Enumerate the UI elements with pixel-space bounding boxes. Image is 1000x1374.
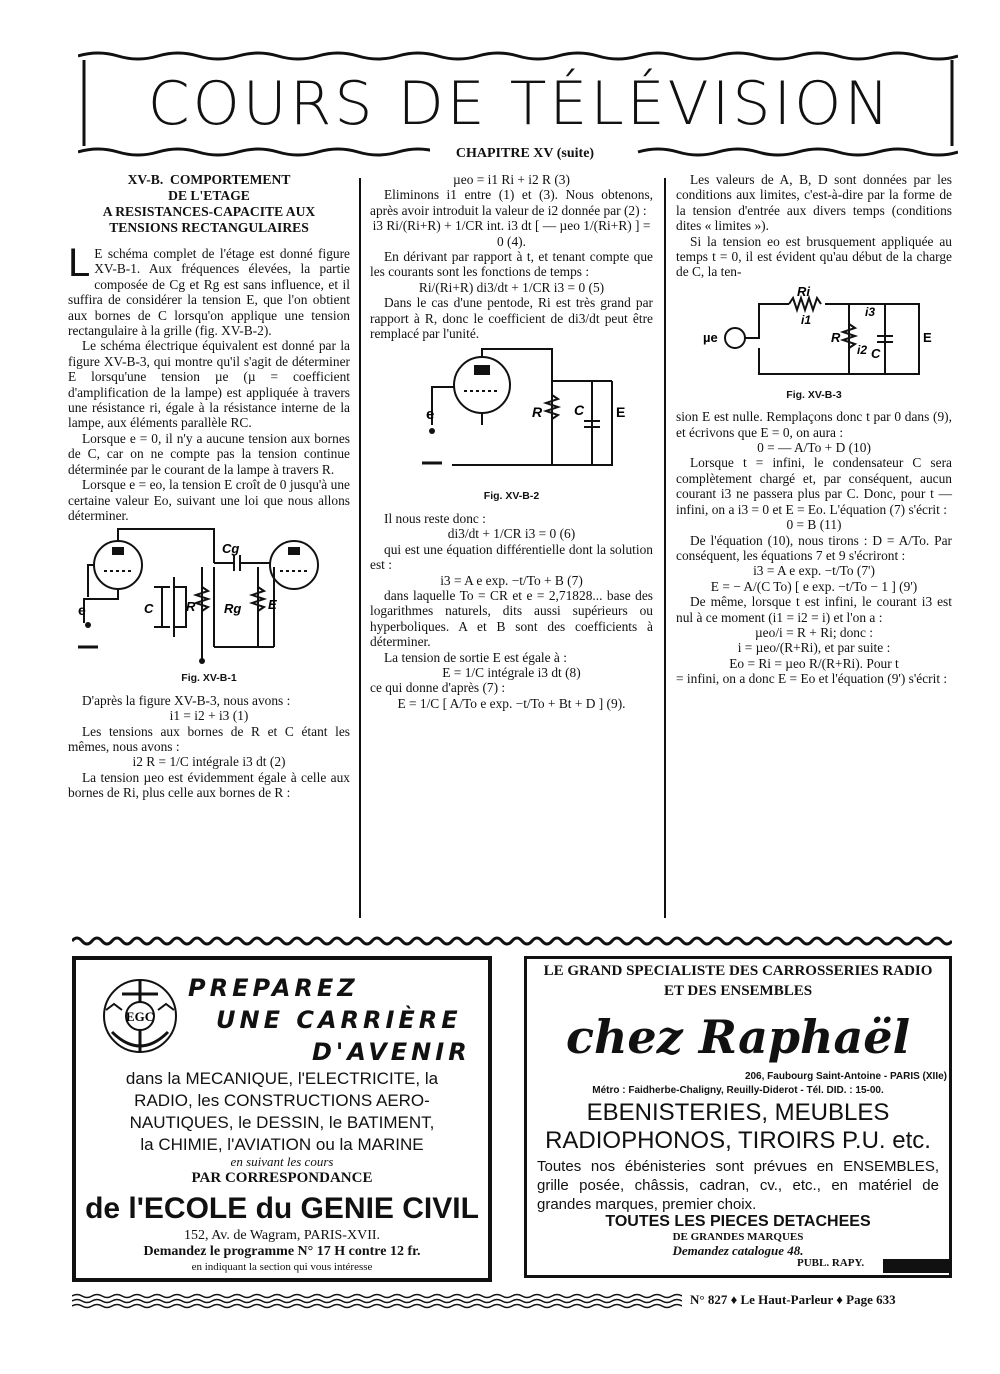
equation: i2 R = 1/C intégrale i3 dt (2) [132, 754, 286, 770]
ad-text: la CHIMIE, l'AVIATION ou la MARINE [140, 1135, 424, 1154]
paragraph: Les tensions aux bornes de R et C étant les mêmes, nous avons : [68, 723, 350, 754]
fig-label: E [268, 597, 277, 613]
ad-text: RADIOPHONOS, TIROIRS P.U. etc. [545, 1127, 931, 1154]
paragraph: La tension de sortie E est égale à : [384, 649, 567, 665]
paragraph: De l'équation (10), nous tirons : D = A/To. Par conséquent, les équations 7 et 9 s'écriront : [676, 532, 952, 563]
equation: i3 Ri/(Ri+R) + 1/CR int. i3 dt [ — µeo 1/(Ri+R) ] = 0 (4). [372, 218, 651, 249]
ad-headline: PREPAREZ [188, 974, 359, 1002]
fig-label: Cg [222, 541, 240, 557]
paragraph: = infini, on a donc E = Eo et l'équation (9') s'écrit : [676, 671, 948, 687]
equation: E = 1/C intégrale i3 dt (8) [442, 664, 581, 680]
paragraph: De même, lorsque t est infini, le courant i3 est nul à ce moment (i1 = i2 = i) et l'on a : [676, 594, 952, 625]
equation: 0 = B (11) [786, 517, 842, 533]
paragraph: Lorsque e = eo, la tension E croît de 0 jusqu'à une certaine valeur Eo, suivant une loi que nous allons déterminer. [68, 477, 350, 523]
drop-cap: L [68, 241, 91, 285]
figure-caption: Fig. XV-B-2 [483, 490, 540, 503]
ad-address: 206, Faubourg Saint-Antoine - PARIS (XIIe) [744, 1071, 947, 1082]
fig-label: R [831, 329, 841, 345]
paragraph: dans laquelle To = CR et e = 2,71828... base des logarithmes naturels, dits aussi supérieurs ou hyperboliques. A et B sont des coefficients à déterminer. [370, 587, 653, 650]
column-separator [664, 178, 666, 918]
fig-label: R [531, 404, 542, 421]
ad-headline: ET DES ENSEMBLES [663, 983, 813, 999]
paragraph: En dérivant par rapport à t, et tenant compte que les courants sont les fonctions de temps : [370, 249, 653, 280]
ad-text: PAR CORRESPONDANCE [191, 1170, 373, 1186]
equation: Ri/(Ri+R) di3/dt + 1/CR i3 = 0 (5) [418, 279, 605, 295]
equation: 0 = — A/To + D (10) [757, 440, 871, 456]
fig-label: i3 [865, 304, 876, 319]
ad-text: DE GRANDES MARQUES [672, 1231, 804, 1243]
paragraph: Eliminons i1 entre (1) et (3). Nous obtenons, après avoir introduit la valeur de i2 donnée par (2) : [370, 187, 653, 218]
fig-label: i2 [857, 342, 868, 357]
circuit-figure-xv-b-1 [74, 527, 344, 667]
fig-label: E [923, 329, 932, 345]
svg-text:EGC: EGC [125, 1009, 155, 1024]
figure-caption: Fig. XV-B-1 [181, 672, 237, 685]
fig-label: Rg [224, 601, 242, 617]
decorative-bar [883, 1259, 949, 1273]
text-column-3 [676, 172, 952, 687]
equation: µeo/i = R + Ri; donc : [754, 624, 874, 640]
section-heading: XV-B. COMPORTEMENT DE L'ETAGE A RESISTANCES-CAPACITE AUX TENSIONS RECTANGULAIRES [102, 172, 316, 235]
equation: E = 1/C [ A/To e exp. −t/To + Bt + D ] (9). [397, 695, 626, 711]
column-separator [359, 178, 361, 918]
text-column-1 [68, 172, 350, 801]
ad-text: TOUTES LES PIECES DETACHEES [605, 1213, 871, 1230]
fig-label: C [871, 345, 881, 361]
figure-caption: Fig. XV-B-3 [786, 388, 842, 401]
fig-label: C [144, 601, 154, 617]
paragraph: Il nous reste donc : [384, 510, 486, 526]
ad-text: EBENISTERIES, MEUBLES [586, 1099, 890, 1126]
circuit-figure-xv-b-2 [392, 345, 632, 485]
page-footer: N° 827 ♦ Le Haut-Parleur ♦ Page 633 [690, 1292, 896, 1307]
equation: di3/dt + 1/CR i3 = 0 (6) [447, 526, 576, 542]
paragraph: sion E est nulle. Remplaçons donc t par 0 dans (9), et écrivons que E = 0, on aura : [676, 409, 952, 440]
fig-label: R [186, 599, 196, 615]
advertisement-ecole-genie-civil [72, 956, 492, 1282]
advertisement-chez-raphael [524, 956, 952, 1278]
paragraph: Lorsque e = 0, il n'y a aucune tension aux bornes de C, car on ne compte pas la tension continue déterminée par le courant de la lampe à travers R. [68, 430, 350, 477]
page-title: COURS DE TÉLÉVISION [147, 69, 893, 139]
fig-label: µe [703, 329, 718, 345]
fig-label: E [615, 404, 625, 421]
paragraph: ce qui donne d'après (7) : [370, 680, 506, 696]
equation: i = µeo/(R+Ri), et par suite : [737, 640, 891, 656]
paragraph: Lorsque t = infini, le condensateur C sera complètement chargé et, par conséquent, aucun courant i3 ne passera plus par C. Donc, pour t — infini, on a i3 = 0 et E = Eo. L'équation (7) s'écrit : [676, 455, 952, 517]
ad-text: dans la MECANIQUE, l'ELECTRICITE, la [125, 1069, 439, 1088]
paragraph: Dans le cas d'une pentode, Ri est très grand par rapport à R, donc le coefficient de di3/dt peut être remplacé par l'unité. [370, 295, 653, 342]
footer-rule [72, 1292, 682, 1310]
ad-metro: Métro : Faidherbe-Chaligny, Reuilly-Diderot - Tél. DID. : 15-00. [592, 1085, 884, 1096]
ad-text: Toutes nos ébénisteries sont prévues en ENSEMBLES, grille posée, châssis, cadran, cv., etc., en matériel de grandes marques, premier choix. [537, 1158, 939, 1213]
paragraph: L E schéma complet de l'étage est donné figure XV-B-1. Aux fréquences élevées, la partie composée de Cg et Rg est sans influence, et il suffira de considérer la tension E, que l'on obtient aux bornes de C lorsqu'on applique une tension rectangulaire à la grille (fig. XV-B-2). [68, 241, 350, 339]
paragraph: Si la tension eo est brusquement appliquée au temps t = 0, il est évident qu'au début de la charge de C, la ten- [676, 233, 952, 280]
fig-label: C [573, 402, 584, 419]
publisher-credit: PUBL. RAPY. [797, 1257, 865, 1269]
fig-label: Ri [797, 283, 810, 299]
fig-label: e [78, 602, 86, 619]
ad-address: 152, Av. de Wagram, PARIS-XVII. [183, 1228, 381, 1243]
equation: i3 = A e exp. −t/To + B (7) [440, 572, 583, 588]
paragraph: Le schéma électrique équivalent est donné par la figure XV-B-3, qui montre qu'il s'agit de déterminer E lorsqu'une tension µe (µ = coefficient d'amplification de la lampe) est appliquée à travers une résistance ri, égale à la résistance interne de la lampe, aux éléments parallèle RC. [68, 338, 350, 431]
fig-label: e [425, 406, 434, 424]
anchor-logo-icon [98, 974, 182, 1058]
circuit-figure-xv-b-3 [689, 284, 939, 384]
chapter-heading: CHAPITRE XV (suite) [430, 146, 620, 162]
equation: i1 = i2 + i3 (1) [169, 708, 249, 724]
equation: E = − A/(C To) [ e exp. −t/To − 1 ] (9') [710, 578, 918, 594]
ad-headline: D'AVENIR [312, 1038, 471, 1066]
ad-text: en suivant les cours [230, 1154, 334, 1169]
ad-text: Demandez le programme N° 17 H contre 12 fr. [143, 1244, 421, 1259]
section-divider [72, 934, 952, 948]
ad-headline: LE GRAND SPECIALISTE DES CARROSSERIES RADIO [543, 963, 933, 979]
brand-name: chez Raphaël [565, 1010, 911, 1064]
paragraph: La tension µeo est évidemment égale à celle aux bornes de Ri, plus celle aux bornes de R : [68, 769, 350, 801]
ad-text: en indiquant la section qui vous intéresse [191, 1261, 373, 1273]
paragraph: Les valeurs de A, B, D sont données par les conditions aux limites, c'est-à-dire par la forme de la tension d'entrée aux divers temps (conditions dites « limites »). [676, 172, 952, 234]
equation: i3 = A e exp. −t/To (7') [753, 563, 875, 579]
equation: Eo = Ri = µeo R/(R+Ri). Pour t [729, 655, 899, 671]
paragraph: D'après la figure XV-B-3, nous avons : [82, 692, 291, 708]
paragraph: qui est une équation différentielle dont la solution est : [370, 541, 653, 573]
school-name: de l'ECOLE du GENIE CIVIL [85, 1192, 479, 1225]
equation: µeo = i1 Ri + i2 R (3) [453, 172, 570, 187]
text-column-2 [370, 172, 653, 711]
ad-text: Demandez catalogue 48. [672, 1243, 804, 1258]
ad-text: RADIO, les CONSTRUCTIONS AERO- [134, 1091, 430, 1110]
ad-headline: UNE CARRIÈRE [216, 1006, 462, 1034]
fig-label: i1 [801, 312, 812, 327]
ad-text: NAUTIQUES, le DESSIN, le BATIMENT, [129, 1113, 435, 1132]
